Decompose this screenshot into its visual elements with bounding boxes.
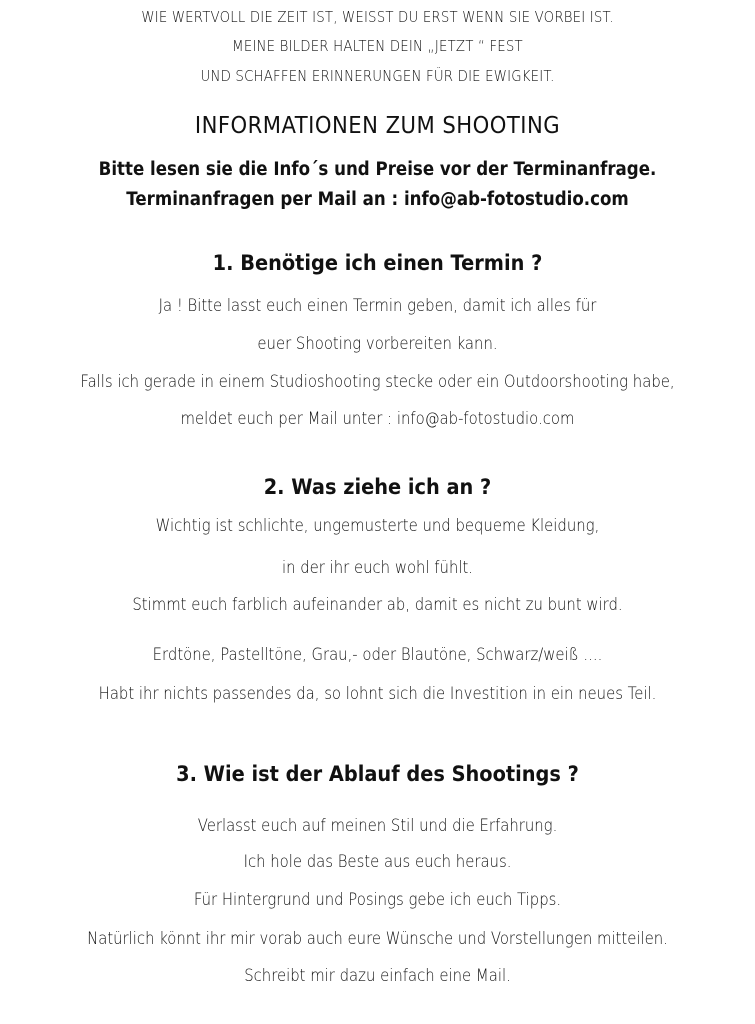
intro-line-2: MEINE BILDER HALTEN DEIN „JETZT “ FEST	[232, 37, 523, 55]
page-title: INFORMATIONEN ZUM SHOOTING	[194, 113, 561, 139]
section-2-line: Habt ihr nichts passendes da, so lohnt sich die Investition in ein neues Teil.	[98, 684, 657, 703]
section-2-line: Erdtöne, Pastelltöne, Grau,- oder Blautöne, Schwarz/weiß ....	[152, 645, 603, 664]
section-2-line: Stimmt euch farblich aufeinander ab, damit es nicht zu bunt wird.	[132, 595, 623, 614]
section-1-line: euer Shooting vorbereiten kann.	[257, 334, 498, 353]
section-3-line: Für Hintergrund und Posings gebe ich euch Tipps.	[193, 890, 562, 909]
section-3-line: Ich hole das Beste aus euch heraus.	[243, 852, 512, 871]
section-2-line: Wichtig ist schlichte, ungemusterte und bequeme Kleidung,	[155, 516, 600, 535]
section-1-heading: 1. Benötige ich einen Termin ?	[212, 251, 543, 276]
section-3-heading: 3. Wie ist der Ablauf des Shootings ?	[176, 762, 579, 787]
intro-line-1: WIE WERTVOLL DIE ZEIT IST, WEISST DU ERST WENN SIE VORBEI IST.	[141, 8, 614, 26]
section-3-line: Schreibt mir dazu einfach eine Mail.	[244, 966, 511, 985]
intro-line-3: UND SCHAFFEN ERINNERUNGEN FÜR DIE EWIGKEIT.	[200, 67, 555, 85]
section-2-heading: 2. Was ziehe ich an ?	[263, 475, 492, 500]
section-3-line: Natürlich könnt ihr mir vorab auch eure Wünsche und Vorstellungen mitteilen.	[87, 929, 668, 948]
section-1-line: Ja ! Bitte lasst euch einen Termin geben, damit ich alles für	[158, 296, 597, 315]
section-3-line: Verlasst euch auf meinen Stil und die Erfahrung.	[197, 816, 558, 835]
subtitle-line-2: Terminanfragen per Mail an : info@ab-fotostudio.com	[126, 189, 629, 210]
section-2-line: in der ihr euch wohl fühlt.	[281, 558, 474, 577]
section-1-line: Falls ich gerade in einem Studioshooting stecke oder ein Outdoorshooting habe,	[80, 372, 675, 391]
subtitle-line-1: Bitte lesen sie die Info´s und Preise vor der Terminanfrage.	[98, 159, 657, 180]
section-1-line: meldet euch per Mail unter : info@ab-fotostudio.com	[180, 409, 575, 428]
